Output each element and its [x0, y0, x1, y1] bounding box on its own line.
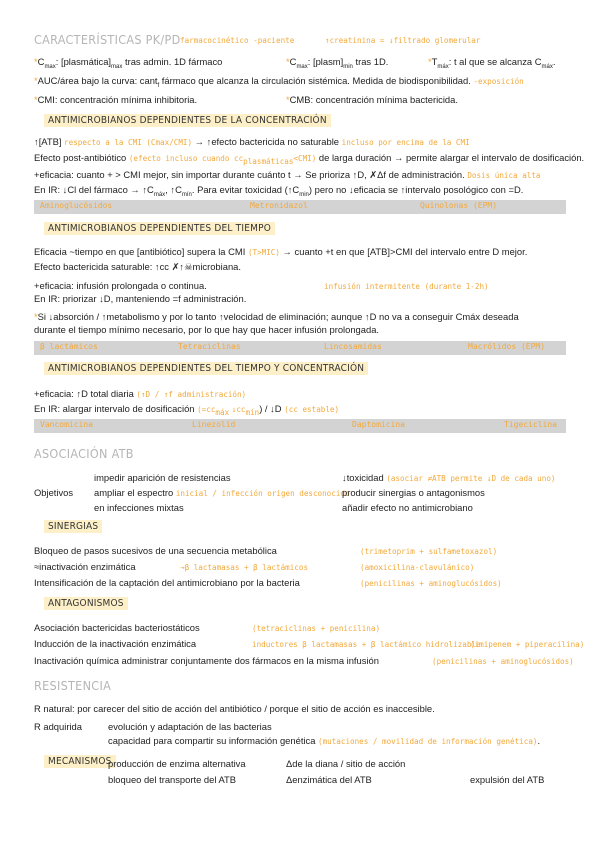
sinergia-2-note: →β lactamasas + β lactámicos [180, 563, 309, 572]
subsection-sinergias: SINERGIAS [44, 520, 102, 533]
drug-bar-tiempo [34, 341, 566, 355]
tiempo-line-6: durante el tiempo mínimo necesario, por lo que hay que hacer infusión prolongada. [34, 324, 380, 335]
asoc-obj-2: ampliar el espectro inicial / infección origen desconocido [94, 487, 350, 498]
subsection-tiempo: ANTIMICROBIANOS DEPENDIENTES DEL TIEMPO [44, 222, 275, 235]
asoc-obj-4: ↓toxicidad (asociar ≠ATB permite ↓D de cada uno) [342, 472, 556, 483]
res-adquirida-label: R adquirida [34, 721, 82, 732]
drug-vancomicina: Vancomicina [40, 420, 93, 429]
sinergia-1: Bloqueo de pasos sucesivos de una secuencia metabólica [34, 545, 277, 556]
drug-metronidazol: Metronidazol [250, 201, 308, 210]
subsection-mecanismos: MECANISMOS [44, 755, 116, 768]
cmb-line: *CMB: concentración mínima bactericida. [286, 94, 458, 105]
res-natural: R natural: por carecer del sitio de acción del antibiótico / porque el sitio de acción es inaccesible. [34, 703, 435, 714]
drug-quinolonas: Quinolonas (EPM) [420, 201, 498, 210]
tiempo-line-3: +eficacia: infusión prolongada o continua. [34, 280, 207, 291]
antagonismo-1: Asociación bactericidas bacteriostáticos [34, 622, 200, 633]
mecanismo-2: Δde la diana / sitio de acción [286, 758, 406, 769]
asoc-obj-5: producir sinergias o antagonismos [342, 487, 485, 498]
drug-betalactamicos: β lactámicos [40, 342, 98, 351]
drug-tigeciclina: Tigeciclina [504, 420, 557, 429]
tiempo-line-2: Efecto bactericida saturable: ↑cc ✗↑☠microbiana. [34, 261, 241, 272]
note-infusion-intermitente: infusión intermitente (durante 1-2h) [324, 282, 489, 291]
antagonismo-1-note: (tetraciclinas + penicilina) [252, 624, 381, 633]
auc-line: *AUC/área bajo la curva: cant$_f$ fármaco que alcanza la circulación sistémica. Medida de biodisponibilidad. -exposición [34, 75, 524, 89]
asoc-obj-1: impedir aparición de resistencias [94, 472, 231, 483]
cmax2-line: $*C_{max}$: $[plasm]_{min}$ tras 1D. [286, 56, 389, 70]
note-creatinina: ↑creatinina = ↓filtrado glomerular [325, 36, 481, 45]
sinergia-3: Intensificación de la captación del antimicrobiano por la bacteria [34, 577, 300, 588]
drug-macrolidos: Macrólidos (EPM) [468, 342, 546, 351]
conc-line-1: ↑[ATB] respecto a la CMI (Cmax/CMI) → ↑efecto bactericida no saturable incluso por encima de la CMI [34, 136, 470, 147]
sinergia-2: ≈inactivación enzimática [34, 561, 136, 572]
antagonismo-2-note2: (imipenem + piperacilina) [470, 640, 585, 649]
subsection-concentracion: ANTIMICROBIANOS DEPENDIENTES DE LA CONCENTRACIÓN [44, 114, 331, 127]
antagonismo-3: Inactivación química administrar conjuntamente dos fármacos en la misma infusión [34, 655, 379, 666]
conc-line-3: +eficacia: cuanto + > CMI mejor, sin importar durante cuánto t → Se prioriza ↑D, ✗Δf de administración. Dosis única alta [34, 169, 541, 180]
antagonismo-3-note: (penicilinas + aminoglucósidos) [432, 657, 574, 666]
note-farmacocinetico: farmacocinético -paciente [180, 36, 295, 45]
tc-line-1: +eficacia: ↑D total diaria (↑D / ↑f administración) [34, 388, 247, 399]
drug-bar-concentracion [34, 200, 566, 214]
subsection-tiempo-concentracion: ANTIMICROBIANOS DEPENDIENTES DEL TIEMPO Y CONCENTRACIÓN [44, 362, 368, 375]
antagonismo-2: Inducción de la inactivación enzimática [34, 638, 197, 649]
section-title-pkpd: CARACTERÍSTICAS PK/PD [34, 32, 181, 47]
sinergia-1-note: (trimetoprim + sulfametoxazol) [360, 547, 498, 556]
tmax-line: $*T_{máx}$: t al que se alcanza $C_{máx}$. [428, 56, 556, 70]
section-title-asociacion: ASOCIACIÓN ATB [34, 446, 134, 461]
tiempo-line-5: *Si ↓absorción / ↑metabolismo y por lo tanto ↑velocidad de eliminación; aunque ↑D no va a conseguir Cmáx deseada [34, 311, 519, 322]
drug-linezolid: Linezolid [192, 420, 236, 429]
mecanismo-1: producción de enzima alternativa [108, 758, 246, 769]
res-adquirida-2: capacidad para compartir su información genética (mutaciones / movilidad de información genética). [108, 735, 541, 746]
tiempo-line-4: En IR: priorizar ↓D, manteniendo =f administración. [34, 293, 247, 304]
drug-daptomicina: Daptomicina [352, 420, 405, 429]
drug-aminoglucosidos: Aminoglucósidos [40, 201, 113, 210]
asoc-obj-6: añadir efecto no antimicrobiano [342, 502, 473, 513]
drug-bar-tiempo-concentracion [34, 419, 566, 433]
subsection-antagonismos: ANTAGONISMOS [44, 597, 128, 610]
mecanismo-3: bloqueo del transporte del ATB [108, 774, 237, 785]
res-adquirida-1: evolución y adaptación de las bacterias [108, 721, 272, 732]
drug-lincosamidas: Lincosamidas [324, 342, 382, 351]
cmax-line: $*C_{max}$: $[plasmática]_{max}$ tras admin. 1D fármaco [34, 56, 223, 70]
asoc-objetivos-label: Objetivos [34, 487, 74, 498]
conc-line-2: Efecto post-antibiótico (efecto incluso cuando $cc_{plasmáticas}<CMI$) de larga duración → permite alargar el intervalo de dosificación. [34, 152, 585, 166]
tiempo-line-1: Eficacia ~tiempo en que [antibiótico] supera la CMI (T>MIC) → cuanto +t en que [ATB]>CMI del intervalo entre D mejor. [34, 246, 528, 257]
mecanismo-5: expulsión del ATB [470, 774, 545, 785]
sinergia-3-note: (penicilinas + aminoglucósidos) [360, 579, 502, 588]
cmi-line: *CMI: concentración mínima inhibitoria. [34, 94, 198, 105]
tc-line-2: En IR: alargar intervalo de dosificación ($=cc_{máx}$ $↓cc_{mín}$) / ↓D (cc estable) [34, 403, 340, 417]
asoc-obj-3: en infecciones mixtas [94, 502, 184, 513]
antagonismo-2-note: inductores β lactamasas + β lactámico hidrolizable [252, 640, 481, 649]
note-exposicion: -exposición [473, 77, 524, 86]
conc-line-4: En IR: ↓Cl del fármaco → $↑C_{máx}$, $↑C_{mín}$. Para evitar toxicidad $(↑C_{min})$ pero no ↓eficacia se ↑intervalo posológico con =D. [34, 184, 524, 198]
section-title-resistencia: RESISTENCIA [34, 678, 112, 693]
drug-tetraciclinas: Tetraciclinas [178, 342, 241, 351]
mecanismo-4: Δenzimática del ATB [286, 774, 372, 785]
sinergia-2-note2: (amoxicilina-clavulánico) [360, 563, 475, 572]
